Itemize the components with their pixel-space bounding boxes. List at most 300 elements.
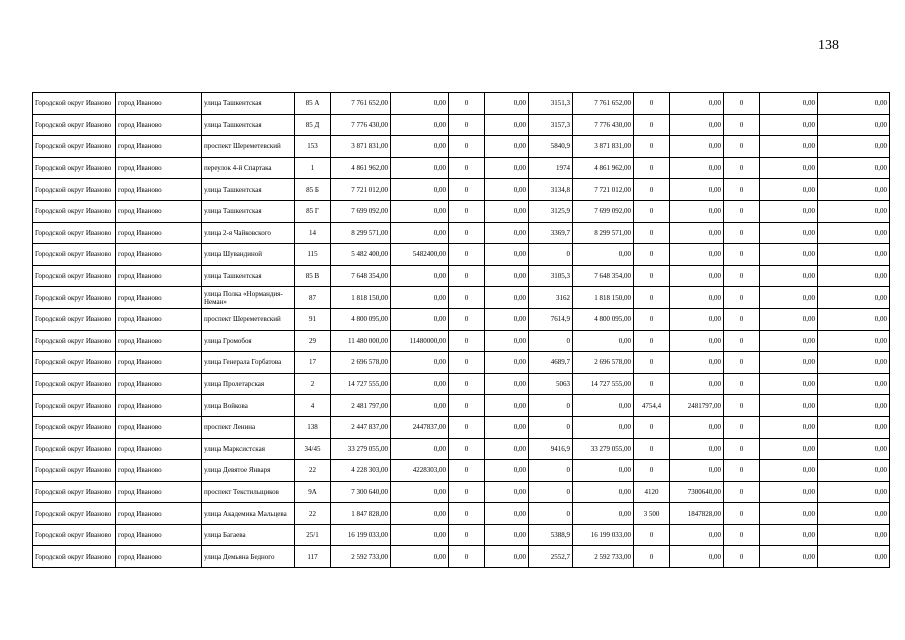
cell-area-4: 0	[634, 222, 670, 244]
cell-house-number: 153	[295, 136, 331, 158]
cell-cost-4: 0,00	[670, 179, 724, 201]
cell-house-number: 14	[295, 222, 331, 244]
cell-total-cost: 7 721 012,00	[331, 179, 391, 201]
cell-cost-4: 0,00	[670, 114, 724, 136]
cell-cost-6: 0,00	[818, 524, 890, 546]
cell-cost-2: 0,00	[485, 136, 529, 158]
cell-area-3: 4689,7	[529, 352, 573, 374]
cell-qty-5: 0	[724, 352, 760, 374]
cell-cost-1: 0,00	[391, 200, 449, 222]
cell-cost-6: 0,00	[818, 373, 890, 395]
cell-cost-5: 0,00	[760, 222, 818, 244]
cell-cost-4: 7300640,00	[670, 481, 724, 503]
cell-area-3: 5840,9	[529, 136, 573, 158]
cell-street: улица Генерала Горбатова	[202, 352, 295, 374]
table-row	[33, 265, 890, 287]
cell-total-cost: 8 299 571,00	[331, 222, 391, 244]
cell-qty-2: 0	[449, 308, 485, 330]
cell-qty-2: 0	[449, 395, 485, 417]
cell-locality: город Иваново	[116, 308, 202, 330]
cell-qty-2: 0	[449, 524, 485, 546]
cell-area-3: 3162	[529, 287, 573, 309]
cell-cost-4: 1847828,00	[670, 503, 724, 525]
cell-area-3: 0	[529, 416, 573, 438]
cell-qty-5: 0	[724, 438, 760, 460]
table-row	[33, 352, 890, 374]
cell-street: проспект Шереметевский	[202, 136, 295, 158]
cell-house-number: 117	[295, 546, 331, 568]
cell-cost-5: 0,00	[760, 460, 818, 482]
cell-cost-1: 11480000,00	[391, 330, 449, 352]
cell-cost-6: 0,00	[818, 308, 890, 330]
cell-cost-4: 0,00	[670, 222, 724, 244]
cell-house-number: 138	[295, 416, 331, 438]
cell-house-number: 34/45	[295, 438, 331, 460]
cell-qty-5: 0	[724, 416, 760, 438]
cell-cost-4: 0,00	[670, 438, 724, 460]
cell-street: улица Багаева	[202, 524, 295, 546]
cell-area-4: 0	[634, 93, 670, 115]
cell-municipality: Городской округ Иваново	[33, 114, 116, 136]
cell-area-4: 4120	[634, 481, 670, 503]
cell-qty-5: 0	[724, 503, 760, 525]
cell-cost-3: 0,00	[573, 481, 634, 503]
cell-cost-1: 0,00	[391, 136, 449, 158]
cell-cost-5: 0,00	[760, 244, 818, 266]
cell-street: переулок 4-й Спартака	[202, 157, 295, 179]
cell-locality: город Иваново	[116, 179, 202, 201]
cell-cost-6: 0,00	[818, 416, 890, 438]
cell-locality: город Иваново	[116, 200, 202, 222]
cell-cost-4: 0,00	[670, 330, 724, 352]
cell-cost-3: 8 299 571,00	[573, 222, 634, 244]
table-row	[33, 308, 890, 330]
cell-cost-3: 16 199 033,00	[573, 524, 634, 546]
cell-qty-2: 0	[449, 416, 485, 438]
cell-cost-1: 0,00	[391, 481, 449, 503]
cell-municipality: Городской округ Иваново	[33, 330, 116, 352]
table-row	[33, 503, 890, 525]
cell-cost-2: 0,00	[485, 222, 529, 244]
table-body	[33, 93, 890, 568]
cell-street: улица Шувандиной	[202, 244, 295, 266]
cell-cost-6: 0,00	[818, 136, 890, 158]
cell-cost-3: 0,00	[573, 460, 634, 482]
cell-total-cost: 1 847 828,00	[331, 503, 391, 525]
cell-cost-5: 0,00	[760, 114, 818, 136]
cell-cost-2: 0,00	[485, 179, 529, 201]
cell-locality: город Иваново	[116, 395, 202, 417]
cell-cost-1: 0,00	[391, 308, 449, 330]
cell-cost-2: 0,00	[485, 546, 529, 568]
cell-cost-1: 0,00	[391, 222, 449, 244]
cell-municipality: Городской округ Иваново	[33, 93, 116, 115]
cell-cost-1: 0,00	[391, 179, 449, 201]
cell-street: улица Марксистская	[202, 438, 295, 460]
cell-qty-5: 0	[724, 395, 760, 417]
cell-cost-6: 0,00	[818, 546, 890, 568]
cell-area-4: 3 500	[634, 503, 670, 525]
cell-area-4: 0	[634, 244, 670, 266]
cell-area-3: 0	[529, 330, 573, 352]
cell-house-number: 85 А	[295, 93, 331, 115]
cell-total-cost: 14 727 555,00	[331, 373, 391, 395]
cell-cost-3: 7 648 354,00	[573, 265, 634, 287]
cell-street: проспект Ленина	[202, 416, 295, 438]
cell-cost-6: 0,00	[818, 287, 890, 309]
cell-locality: город Иваново	[116, 352, 202, 374]
cell-cost-5: 0,00	[760, 179, 818, 201]
cell-total-cost: 4 800 095,00	[331, 308, 391, 330]
cell-cost-6: 0,00	[818, 244, 890, 266]
cell-house-number: 9А	[295, 481, 331, 503]
cell-qty-2: 0	[449, 114, 485, 136]
table-row	[33, 114, 890, 136]
cell-locality: город Иваново	[116, 222, 202, 244]
cell-cost-4: 0,00	[670, 287, 724, 309]
cell-qty-2: 0	[449, 546, 485, 568]
cell-area-4: 0	[634, 136, 670, 158]
cell-municipality: Городской округ Иваново	[33, 287, 116, 309]
cell-qty-5: 0	[724, 244, 760, 266]
cell-total-cost: 1 818 150,00	[331, 287, 391, 309]
cell-house-number: 85 Г	[295, 200, 331, 222]
cell-municipality: Городской округ Иваново	[33, 373, 116, 395]
cell-cost-3: 4 800 095,00	[573, 308, 634, 330]
cell-cost-5: 0,00	[760, 265, 818, 287]
cell-area-3: 7614,9	[529, 308, 573, 330]
cell-cost-5: 0,00	[760, 524, 818, 546]
cell-cost-2: 0,00	[485, 416, 529, 438]
cell-qty-2: 0	[449, 136, 485, 158]
cell-municipality: Городской округ Иваново	[33, 524, 116, 546]
cell-cost-1: 0,00	[391, 503, 449, 525]
cell-cost-1: 0,00	[391, 265, 449, 287]
cell-qty-2: 0	[449, 330, 485, 352]
cell-house-number: 87	[295, 287, 331, 309]
cell-cost-5: 0,00	[760, 308, 818, 330]
cell-cost-4: 0,00	[670, 546, 724, 568]
cell-cost-5: 0,00	[760, 93, 818, 115]
cell-cost-2: 0,00	[485, 395, 529, 417]
cell-cost-3: 2 592 733,00	[573, 546, 634, 568]
cell-area-3: 5063	[529, 373, 573, 395]
cell-locality: город Иваново	[116, 503, 202, 525]
cell-cost-2: 0,00	[485, 244, 529, 266]
cell-qty-2: 0	[449, 222, 485, 244]
cell-cost-3: 0,00	[573, 330, 634, 352]
cell-total-cost: 7 699 092,00	[331, 200, 391, 222]
cell-cost-5: 0,00	[760, 546, 818, 568]
table-row	[33, 438, 890, 460]
cell-cost-5: 0,00	[760, 352, 818, 374]
cell-cost-2: 0,00	[485, 287, 529, 309]
cell-area-4: 0	[634, 179, 670, 201]
cell-cost-5: 0,00	[760, 481, 818, 503]
table-row	[33, 524, 890, 546]
cell-street: улица Академика Мальцева	[202, 503, 295, 525]
cell-cost-2: 0,00	[485, 200, 529, 222]
page-number: 138	[818, 38, 839, 53]
cell-area-3: 0	[529, 460, 573, 482]
cell-street: проспект Текстильщиков	[202, 481, 295, 503]
cell-cost-4: 0,00	[670, 136, 724, 158]
cell-cost-5: 0,00	[760, 330, 818, 352]
cell-cost-1: 0,00	[391, 373, 449, 395]
cell-locality: город Иваново	[116, 265, 202, 287]
cell-area-4: 0	[634, 200, 670, 222]
cell-area-3: 2552,7	[529, 546, 573, 568]
cell-locality: город Иваново	[116, 244, 202, 266]
cell-cost-5: 0,00	[760, 503, 818, 525]
cell-cost-1: 0,00	[391, 352, 449, 374]
cell-cost-5: 0,00	[760, 395, 818, 417]
cell-qty-5: 0	[724, 460, 760, 482]
cell-street: улица 2-я Чайковского	[202, 222, 295, 244]
cell-municipality: Городской округ Иваново	[33, 395, 116, 417]
cell-cost-2: 0,00	[485, 114, 529, 136]
cell-cost-5: 0,00	[760, 373, 818, 395]
cell-locality: город Иваново	[116, 546, 202, 568]
cell-qty-5: 0	[724, 481, 760, 503]
table-row	[33, 460, 890, 482]
cell-cost-1: 0,00	[391, 93, 449, 115]
cell-cost-6: 0,00	[818, 179, 890, 201]
cell-cost-6: 0,00	[818, 460, 890, 482]
cell-cost-4: 0,00	[670, 157, 724, 179]
cell-cost-6: 0,00	[818, 395, 890, 417]
cell-cost-2: 0,00	[485, 524, 529, 546]
cell-area-3: 0	[529, 395, 573, 417]
cell-qty-5: 0	[724, 93, 760, 115]
cell-locality: город Иваново	[116, 136, 202, 158]
cell-total-cost: 3 871 831,00	[331, 136, 391, 158]
cell-street: улица Ташкентская	[202, 93, 295, 115]
cell-municipality: Городской округ Иваново	[33, 157, 116, 179]
cell-municipality: Городской округ Иваново	[33, 416, 116, 438]
cell-municipality: Городской округ Иваново	[33, 244, 116, 266]
cell-cost-3: 1 818 150,00	[573, 287, 634, 309]
cell-house-number: 1	[295, 157, 331, 179]
cell-qty-5: 0	[724, 287, 760, 309]
cell-total-cost: 2 481 797,00	[331, 395, 391, 417]
table-row	[33, 244, 890, 266]
cell-area-3: 9416,9	[529, 438, 573, 460]
cell-house-number: 22	[295, 503, 331, 525]
cell-municipality: Городской округ Иваново	[33, 503, 116, 525]
cell-cost-4: 0,00	[670, 416, 724, 438]
cell-house-number: 85 Б	[295, 179, 331, 201]
cell-cost-4: 0,00	[670, 524, 724, 546]
table-row	[33, 416, 890, 438]
cell-total-cost: 7 761 652,00	[331, 93, 391, 115]
table-row	[33, 222, 890, 244]
cell-house-number: 85 В	[295, 265, 331, 287]
table-row	[33, 373, 890, 395]
cell-street: улица Ташкентская	[202, 114, 295, 136]
cell-area-4: 0	[634, 157, 670, 179]
cell-area-4: 0	[634, 308, 670, 330]
cell-area-4: 0	[634, 287, 670, 309]
cell-municipality: Городской округ Иваново	[33, 438, 116, 460]
cell-area-4: 4754,4	[634, 395, 670, 417]
cell-qty-5: 0	[724, 200, 760, 222]
cell-street: улица Демьяна Бедного	[202, 546, 295, 568]
cell-street: улица Пролетарская	[202, 373, 295, 395]
cell-house-number: 91	[295, 308, 331, 330]
cell-cost-3: 7 699 092,00	[573, 200, 634, 222]
table-row	[33, 481, 890, 503]
cell-cost-1: 0,00	[391, 395, 449, 417]
cell-street: проспект Шереметевский	[202, 308, 295, 330]
cell-cost-2: 0,00	[485, 352, 529, 374]
cell-cost-3: 33 279 055,00	[573, 438, 634, 460]
cell-cost-1: 0,00	[391, 114, 449, 136]
cell-locality: город Иваново	[116, 460, 202, 482]
cell-cost-1: 5482400,00	[391, 244, 449, 266]
cell-cost-3: 0,00	[573, 244, 634, 266]
cell-municipality: Городской округ Иваново	[33, 179, 116, 201]
cell-municipality: Городской округ Иваново	[33, 136, 116, 158]
cell-street: улица Ташкентская	[202, 179, 295, 201]
cell-total-cost: 33 279 055,00	[331, 438, 391, 460]
table-row	[33, 546, 890, 568]
cell-qty-2: 0	[449, 200, 485, 222]
cell-cost-2: 0,00	[485, 157, 529, 179]
cell-cost-4: 2481797,00	[670, 395, 724, 417]
cell-cost-4: 0,00	[670, 460, 724, 482]
cell-qty-2: 0	[449, 503, 485, 525]
cell-cost-1: 0,00	[391, 524, 449, 546]
cell-area-4: 0	[634, 114, 670, 136]
cell-house-number: 4	[295, 395, 331, 417]
cell-cost-3: 7 721 012,00	[573, 179, 634, 201]
cell-area-3: 3125,9	[529, 200, 573, 222]
cell-qty-5: 0	[724, 265, 760, 287]
cell-area-3: 5388,9	[529, 524, 573, 546]
cell-locality: город Иваново	[116, 416, 202, 438]
cell-municipality: Городской округ Иваново	[33, 546, 116, 568]
cell-qty-5: 0	[724, 157, 760, 179]
cell-area-3: 3157,3	[529, 114, 573, 136]
cell-qty-2: 0	[449, 352, 485, 374]
cell-house-number: 25/1	[295, 524, 331, 546]
table-row	[33, 136, 890, 158]
cell-cost-4: 0,00	[670, 352, 724, 374]
cell-area-4: 0	[634, 330, 670, 352]
cell-area-3: 3151,3	[529, 93, 573, 115]
cell-cost-5: 0,00	[760, 200, 818, 222]
cell-cost-3: 7 776 430,00	[573, 114, 634, 136]
cell-cost-2: 0,00	[485, 481, 529, 503]
cell-area-3: 3369,7	[529, 222, 573, 244]
cell-total-cost: 5 482 400,00	[331, 244, 391, 266]
cell-cost-1: 0,00	[391, 546, 449, 568]
cell-qty-2: 0	[449, 287, 485, 309]
cell-cost-6: 0,00	[818, 200, 890, 222]
cell-area-3: 3134,8	[529, 179, 573, 201]
cell-area-4: 0	[634, 416, 670, 438]
cell-total-cost: 2 592 733,00	[331, 546, 391, 568]
cell-locality: город Иваново	[116, 93, 202, 115]
cell-qty-2: 0	[449, 265, 485, 287]
cell-qty-5: 0	[724, 546, 760, 568]
cell-cost-5: 0,00	[760, 136, 818, 158]
cell-cost-2: 0,00	[485, 308, 529, 330]
cell-cost-2: 0,00	[485, 265, 529, 287]
cell-area-4: 0	[634, 352, 670, 374]
cell-cost-6: 0,00	[818, 93, 890, 115]
table-row	[33, 395, 890, 417]
cell-cost-4: 0,00	[670, 373, 724, 395]
cell-municipality: Городской округ Иваново	[33, 352, 116, 374]
cell-cost-5: 0,00	[760, 438, 818, 460]
cell-cost-2: 0,00	[485, 503, 529, 525]
cell-total-cost: 11 480 000,00	[331, 330, 391, 352]
cell-total-cost: 2 447 837,00	[331, 416, 391, 438]
cell-qty-5: 0	[724, 524, 760, 546]
cell-qty-2: 0	[449, 438, 485, 460]
cell-area-3: 0	[529, 481, 573, 503]
cell-qty-5: 0	[724, 136, 760, 158]
cell-locality: город Иваново	[116, 157, 202, 179]
cell-cost-3: 14 727 555,00	[573, 373, 634, 395]
cell-qty-5: 0	[724, 308, 760, 330]
cell-cost-1: 0,00	[391, 438, 449, 460]
cell-house-number: 22	[295, 460, 331, 482]
cell-cost-5: 0,00	[760, 157, 818, 179]
cell-house-number: 115	[295, 244, 331, 266]
cell-municipality: Городской округ Иваново	[33, 265, 116, 287]
cell-street: улица Войкова	[202, 395, 295, 417]
table-row	[33, 287, 890, 309]
cell-municipality: Городской округ Иваново	[33, 481, 116, 503]
cell-area-4: 0	[634, 460, 670, 482]
cell-area-4: 0	[634, 438, 670, 460]
cell-area-4: 0	[634, 524, 670, 546]
cell-locality: город Иваново	[116, 524, 202, 546]
cell-qty-5: 0	[724, 114, 760, 136]
cell-municipality: Городской округ Иваново	[33, 222, 116, 244]
cell-total-cost: 2 696 578,00	[331, 352, 391, 374]
cell-cost-1: 4228303,00	[391, 460, 449, 482]
cell-qty-5: 0	[724, 179, 760, 201]
cell-house-number: 29	[295, 330, 331, 352]
cell-cost-6: 0,00	[818, 114, 890, 136]
cell-cost-6: 0,00	[818, 157, 890, 179]
cell-locality: город Иваново	[116, 330, 202, 352]
cell-qty-2: 0	[449, 481, 485, 503]
cell-qty-5: 0	[724, 330, 760, 352]
cell-area-4: 0	[634, 546, 670, 568]
cell-qty-2: 0	[449, 93, 485, 115]
cell-locality: город Иваново	[116, 373, 202, 395]
cell-cost-4: 0,00	[670, 244, 724, 266]
cell-area-4: 0	[634, 373, 670, 395]
cell-cost-3: 7 761 652,00	[573, 93, 634, 115]
cell-total-cost: 4 228 303,00	[331, 460, 391, 482]
cell-total-cost: 16 199 033,00	[331, 524, 391, 546]
cell-cost-4: 0,00	[670, 200, 724, 222]
cell-total-cost: 4 861 962,00	[331, 157, 391, 179]
cell-cost-5: 0,00	[760, 287, 818, 309]
cell-cost-2: 0,00	[485, 460, 529, 482]
cell-street: улица Ташкентская	[202, 200, 295, 222]
cell-cost-2: 0,00	[485, 93, 529, 115]
cell-locality: город Иваново	[116, 114, 202, 136]
cell-cost-3: 4 861 962,00	[573, 157, 634, 179]
data-table	[32, 92, 890, 568]
